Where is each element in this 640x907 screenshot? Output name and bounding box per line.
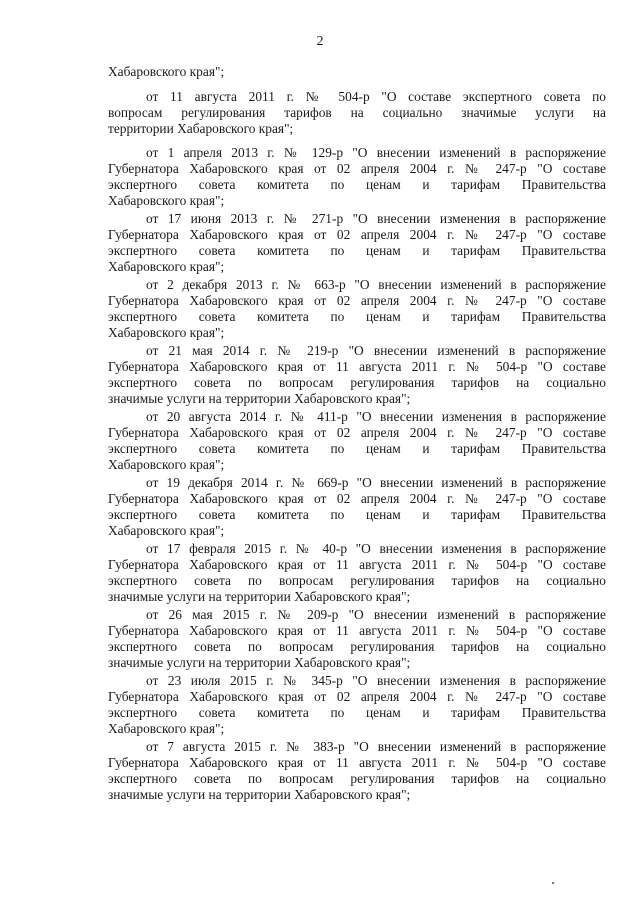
page-number: 2 (316, 34, 324, 49)
text-line: Хабаровского края"; (108, 457, 225, 472)
text-line: Губернатора Хабаровского края от 02 апреля 2004 г. № 247-р "О составе (108, 689, 606, 704)
text-line: от 17 июня 2013 г. № 271-р "О внесении изменения в распоряжение (146, 211, 606, 226)
text-line: Хабаровского края"; (108, 64, 225, 79)
text-line: значимые услуги на территории Хабаровского края"; (108, 589, 411, 604)
text-line: от 1 апреля 2013 г. № 129-р "О внесении изменений в распоряжение (146, 145, 606, 160)
text-line: Губернатора Хабаровского края от 11 августа 2011 г. № 504-р "О составе (108, 557, 606, 572)
text-line: от 17 февраля 2015 г. № 40-р "О внесении изменения в распоряжение (146, 541, 606, 556)
text-line: Губернатора Хабаровского края от 11 августа 2011 г. № 504-р "О составе (108, 623, 606, 638)
scan-speck (552, 882, 554, 884)
text-line: Губернатора Хабаровского края от 02 апреля 2004 г. № 247-р "О составе (108, 425, 606, 440)
text-line: Хабаровского края"; (108, 325, 225, 340)
text-line: значимые услуги на территории Хабаровского края"; (108, 655, 411, 670)
text-line: экспертного совета по вопросам регулирования тарифов на социально (108, 573, 606, 588)
text-line: Губернатора Хабаровского края от 11 августа 2011 г. № 504-р "О составе (108, 359, 606, 374)
text-line: от 19 декабря 2014 г. № 669-р "О внесении изменений в распоряжение (146, 475, 606, 490)
text-line: вопросам регулирования тарифов на социально значимые услуги на (108, 105, 606, 120)
text-line: экспертного совета комитета по ценам и тарифам Правительства (108, 309, 606, 324)
text-line: экспертного совета по вопросам регулирования тарифов на социально (108, 639, 606, 654)
text-line: от 20 августа 2014 г. № 411-р "О внесении изменения в распоряжение (146, 409, 606, 424)
text-line: от 26 мая 2015 г. № 209-р "О внесении изменений в распоряжение (146, 607, 606, 622)
text-line: от 23 июля 2015 г. № 345-р "О внесении изменения в распоряжение (146, 673, 606, 688)
text-line: Хабаровского края"; (108, 259, 225, 274)
text-line: от 7 августа 2015 г. № 383-р "О внесении изменений в распоряжение (146, 739, 606, 754)
text-line: экспертного совета комитета по ценам и тарифам Правительства (108, 507, 606, 522)
text-line: экспертного совета по вопросам регулирования тарифов на социально (108, 375, 606, 390)
text-line: территории Хабаровского края"; (108, 121, 294, 136)
text-line: Губернатора Хабаровского края от 02 апреля 2004 г. № 247-р "О составе (108, 293, 606, 308)
text-line: экспертного совета по вопросам регулирования тарифов на социально (108, 771, 606, 786)
text-line: Хабаровского края"; (108, 721, 225, 736)
text-line: Губернатора Хабаровского края от 02 апреля 2004 г. № 247-р "О составе (108, 227, 606, 242)
text-line: значимые услуги на территории Хабаровского края"; (108, 787, 411, 802)
text-line: экспертного совета комитета по ценам и тарифам Правительства (108, 243, 606, 258)
text-line: экспертного совета комитета по ценам и тарифам Правительства (108, 177, 606, 192)
text-line: от 11 августа 2011 г. № 504-р "О составе экспертного совета по (146, 89, 606, 104)
text-line: экспертного совета комитета по ценам и тарифам Правительства (108, 705, 606, 720)
text-line: Губернатора Хабаровского края от 02 апреля 2004 г. № 247-р "О составе (108, 491, 606, 506)
text-line: от 21 мая 2014 г. № 219-р "О внесении изменений в распоряжение (146, 343, 606, 358)
text-line: от 2 декабря 2013 г. № 663-р "О внесении изменений в распоряжение (146, 277, 606, 292)
text-line: Губернатора Хабаровского края от 02 апреля 2004 г. № 247-р "О составе (108, 161, 606, 176)
text-line: Губернатора Хабаровского края от 11 августа 2011 г. № 504-р "О составе (108, 755, 606, 770)
text-line: экспертного совета комитета по ценам и тарифам Правительства (108, 441, 606, 456)
text-line: значимые услуги на территории Хабаровского края"; (108, 391, 411, 406)
text-line: Хабаровского края"; (108, 193, 225, 208)
text-line: Хабаровского края"; (108, 523, 225, 538)
